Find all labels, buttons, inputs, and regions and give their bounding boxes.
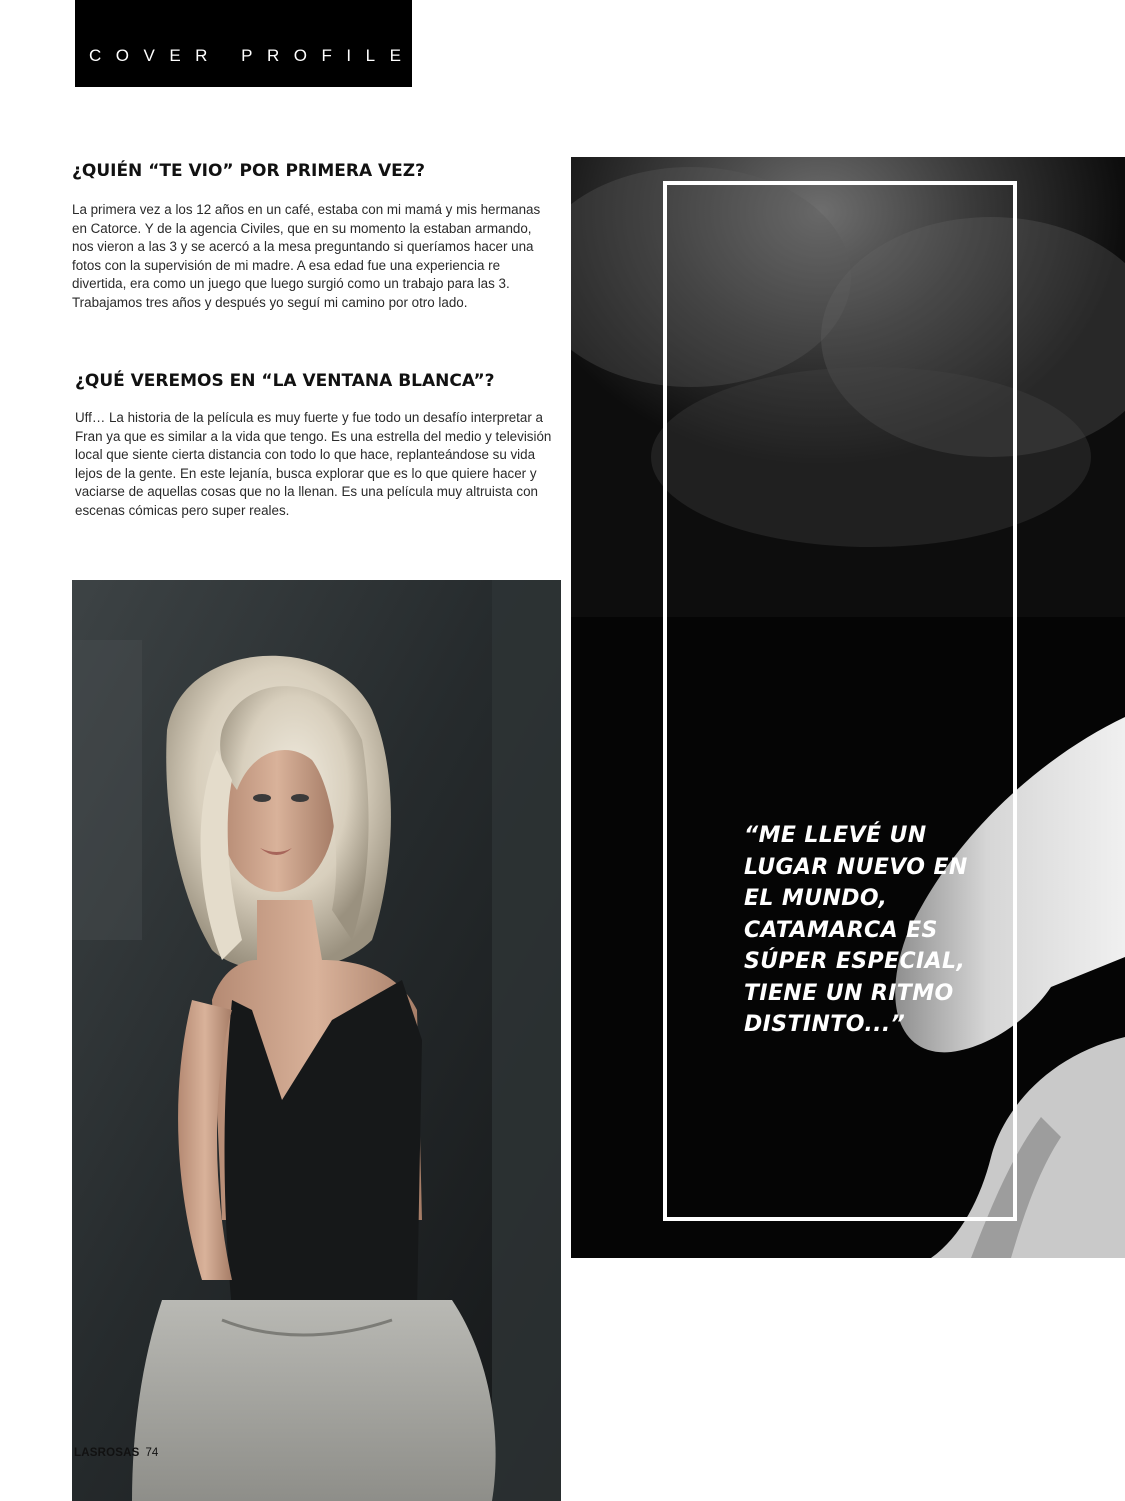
page-footer [74, 1447, 158, 1459]
portrait-photo [72, 580, 561, 1501]
answer-2-text: Uff… La historia de la película es muy fuerte y fue todo un desafío interpretar a Fran ya que es similar a la vida que tengo. Es una estrella del medio y televisión local que siente cierta distancia con todo lo que hace, replanteándose su vida lejos de la gente. En este lejanía, busca explorar que es lo que quiere hacer y vaciarse de aquellas cosas que no la llenan. Es una película muy altruista con escenas cómicas pero super reales. [75, 410, 552, 518]
section-header-bar [75, 0, 412, 87]
pull-quote: “ME LLEVÉ UN LUGAR NUEVO EN EL MUNDO, CATAMARCA ES SÚPER ESPECIAL, TIENE UN RITMO DISTINTO...” [744, 823, 968, 1037]
section-label: COVER PROFILE [89, 46, 416, 65]
page-number: 74 [145, 1447, 159, 1459]
question-1-heading: ¿QUIÉN “TE VIO” POR PRIMERA VEZ? [72, 161, 425, 181]
question-2-heading: ¿QUÉ VEREMOS EN “LA VENTANA BLANCA”? [75, 371, 495, 391]
quote-frame [663, 181, 1017, 1221]
magazine-brand: LASROSAS [74, 1447, 140, 1459]
answer-1-text: La primera vez a los 12 años en un café, estaba con mi mamá y mis hermanas en Catorce. Y de la agencia Civiles, que en su momento la estaban armando, nos vieron a las 3 y se acercó a la mesa preguntando si queríamos hacer una fotos con la supervisión de mi madre. A esa edad fue una experiencia re divertida, era como un juego que luego surgió como un trabajo para las 3. Trabajamos tres años y después yo seguí mi camino por otro lado. [72, 202, 541, 310]
